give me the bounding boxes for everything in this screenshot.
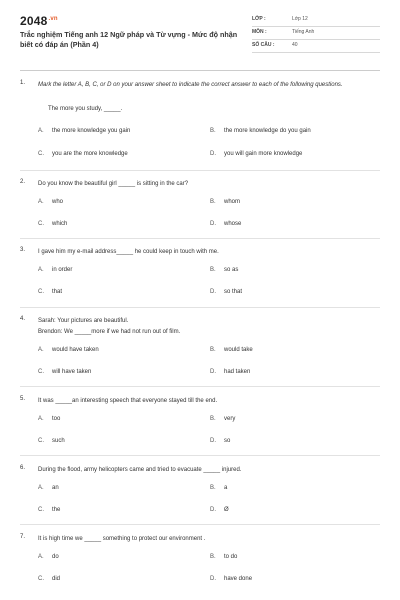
- question-number: 5.: [20, 396, 26, 402]
- question-number: 2.: [20, 179, 26, 185]
- option-b[interactable]: B. a: [210, 485, 228, 491]
- question-divider: [20, 524, 380, 525]
- option-d[interactable]: D. so: [210, 438, 231, 444]
- option-a[interactable]: A. too: [38, 416, 61, 422]
- option-b[interactable]: B. would take: [210, 347, 253, 353]
- meta-label: LỚP :: [252, 16, 266, 22]
- option-c[interactable]: C. that: [38, 289, 63, 295]
- question-text: Mark the letter A, B, C, or D on your answer sheet to indicate the correct answer to each of the following questions.: [38, 82, 343, 88]
- meta-label: MÔN :: [252, 29, 267, 35]
- meta-row-class: [252, 14, 380, 27]
- meta-row-subject: [252, 27, 380, 40]
- question-2: [20, 179, 380, 233]
- meta-table: [252, 14, 380, 53]
- option-a[interactable]: A. the more knowledge you gain: [38, 128, 131, 134]
- question-divider: [20, 455, 380, 456]
- option-d[interactable]: D. Ø: [210, 507, 229, 513]
- question-number: 7.: [20, 534, 26, 540]
- logo-main: 2048: [20, 14, 48, 28]
- question-number: 6.: [20, 465, 26, 471]
- question-divider: [20, 170, 380, 171]
- question-text: During the flood, army helicopters came and tried to evacuate _____ injured.: [38, 467, 242, 473]
- meta-row-count: [252, 40, 380, 53]
- question-3: [20, 247, 380, 301]
- question-6: [20, 465, 380, 519]
- question-4: [20, 316, 380, 380]
- question-text: It is high time we _____ something to protect our environment .: [38, 536, 206, 542]
- question-text: Sarah: Your pictures are beautiful.: [38, 318, 129, 324]
- option-d[interactable]: D. have done: [210, 576, 253, 582]
- option-b[interactable]: B. to do: [210, 554, 238, 560]
- meta-label: SỐ CÂU :: [252, 42, 275, 48]
- question-text: Do you know the beautiful girl _____ is sitting in the car?: [38, 181, 189, 187]
- option-d[interactable]: D. so that: [210, 289, 243, 295]
- question-divider: [20, 386, 380, 387]
- option-a[interactable]: A. in order: [38, 267, 73, 273]
- site-logo[interactable]: [20, 14, 58, 28]
- option-c[interactable]: C. such: [38, 438, 65, 444]
- option-a[interactable]: A. do: [38, 554, 59, 560]
- option-b[interactable]: B. so as: [210, 267, 239, 273]
- option-a[interactable]: A. an: [38, 485, 59, 491]
- question-1: [20, 80, 380, 160]
- option-c[interactable]: C. you are the more knowledge: [38, 151, 128, 157]
- logo-suffix: .vn: [48, 16, 58, 22]
- question-5: [20, 396, 380, 450]
- option-c[interactable]: C. which: [38, 221, 68, 227]
- question-dialogue: Brendon: We _____more if we had not run out of film.: [38, 329, 181, 335]
- option-d[interactable]: D. whose: [210, 221, 242, 227]
- option-b[interactable]: B. very: [210, 416, 236, 422]
- option-a[interactable]: A. who: [38, 199, 64, 205]
- option-a[interactable]: A. would have taken: [38, 347, 99, 353]
- meta-value: 40: [292, 42, 298, 48]
- question-sentence: The more you study, _____.: [48, 106, 123, 112]
- option-c[interactable]: C. did: [38, 576, 61, 582]
- option-c[interactable]: C. will have taken: [38, 369, 92, 375]
- meta-value: Lớp 12: [292, 16, 308, 22]
- option-b[interactable]: B. whom: [210, 199, 241, 205]
- option-c[interactable]: C. the: [38, 507, 61, 513]
- question-number: 3.: [20, 247, 26, 253]
- option-d[interactable]: D. had taken: [210, 369, 251, 375]
- document-header: [20, 14, 380, 70]
- question-number: 1.: [20, 80, 26, 86]
- document-title: Trắc nghiệm Tiếng anh 12 Ngữ pháp và Từ vựng - Mức độ nhận biết có đáp án (Phần 4): [20, 30, 238, 49]
- question-number: 4.: [20, 316, 26, 322]
- meta-value: Tiếng Anh: [292, 29, 315, 35]
- question-text: I gave him my e-mail address_____ he could keep in touch with me.: [38, 249, 219, 255]
- option-b[interactable]: B. the more knowledge do you gain: [210, 128, 311, 134]
- option-d[interactable]: D. you will gain more knowledge: [210, 151, 303, 157]
- question-divider: [20, 238, 380, 239]
- question-divider: [20, 307, 380, 308]
- question-text: It was _____an interesting speech that everyone stayed till the end.: [38, 398, 218, 404]
- question-7: [20, 534, 380, 588]
- header-divider: [20, 70, 380, 71]
